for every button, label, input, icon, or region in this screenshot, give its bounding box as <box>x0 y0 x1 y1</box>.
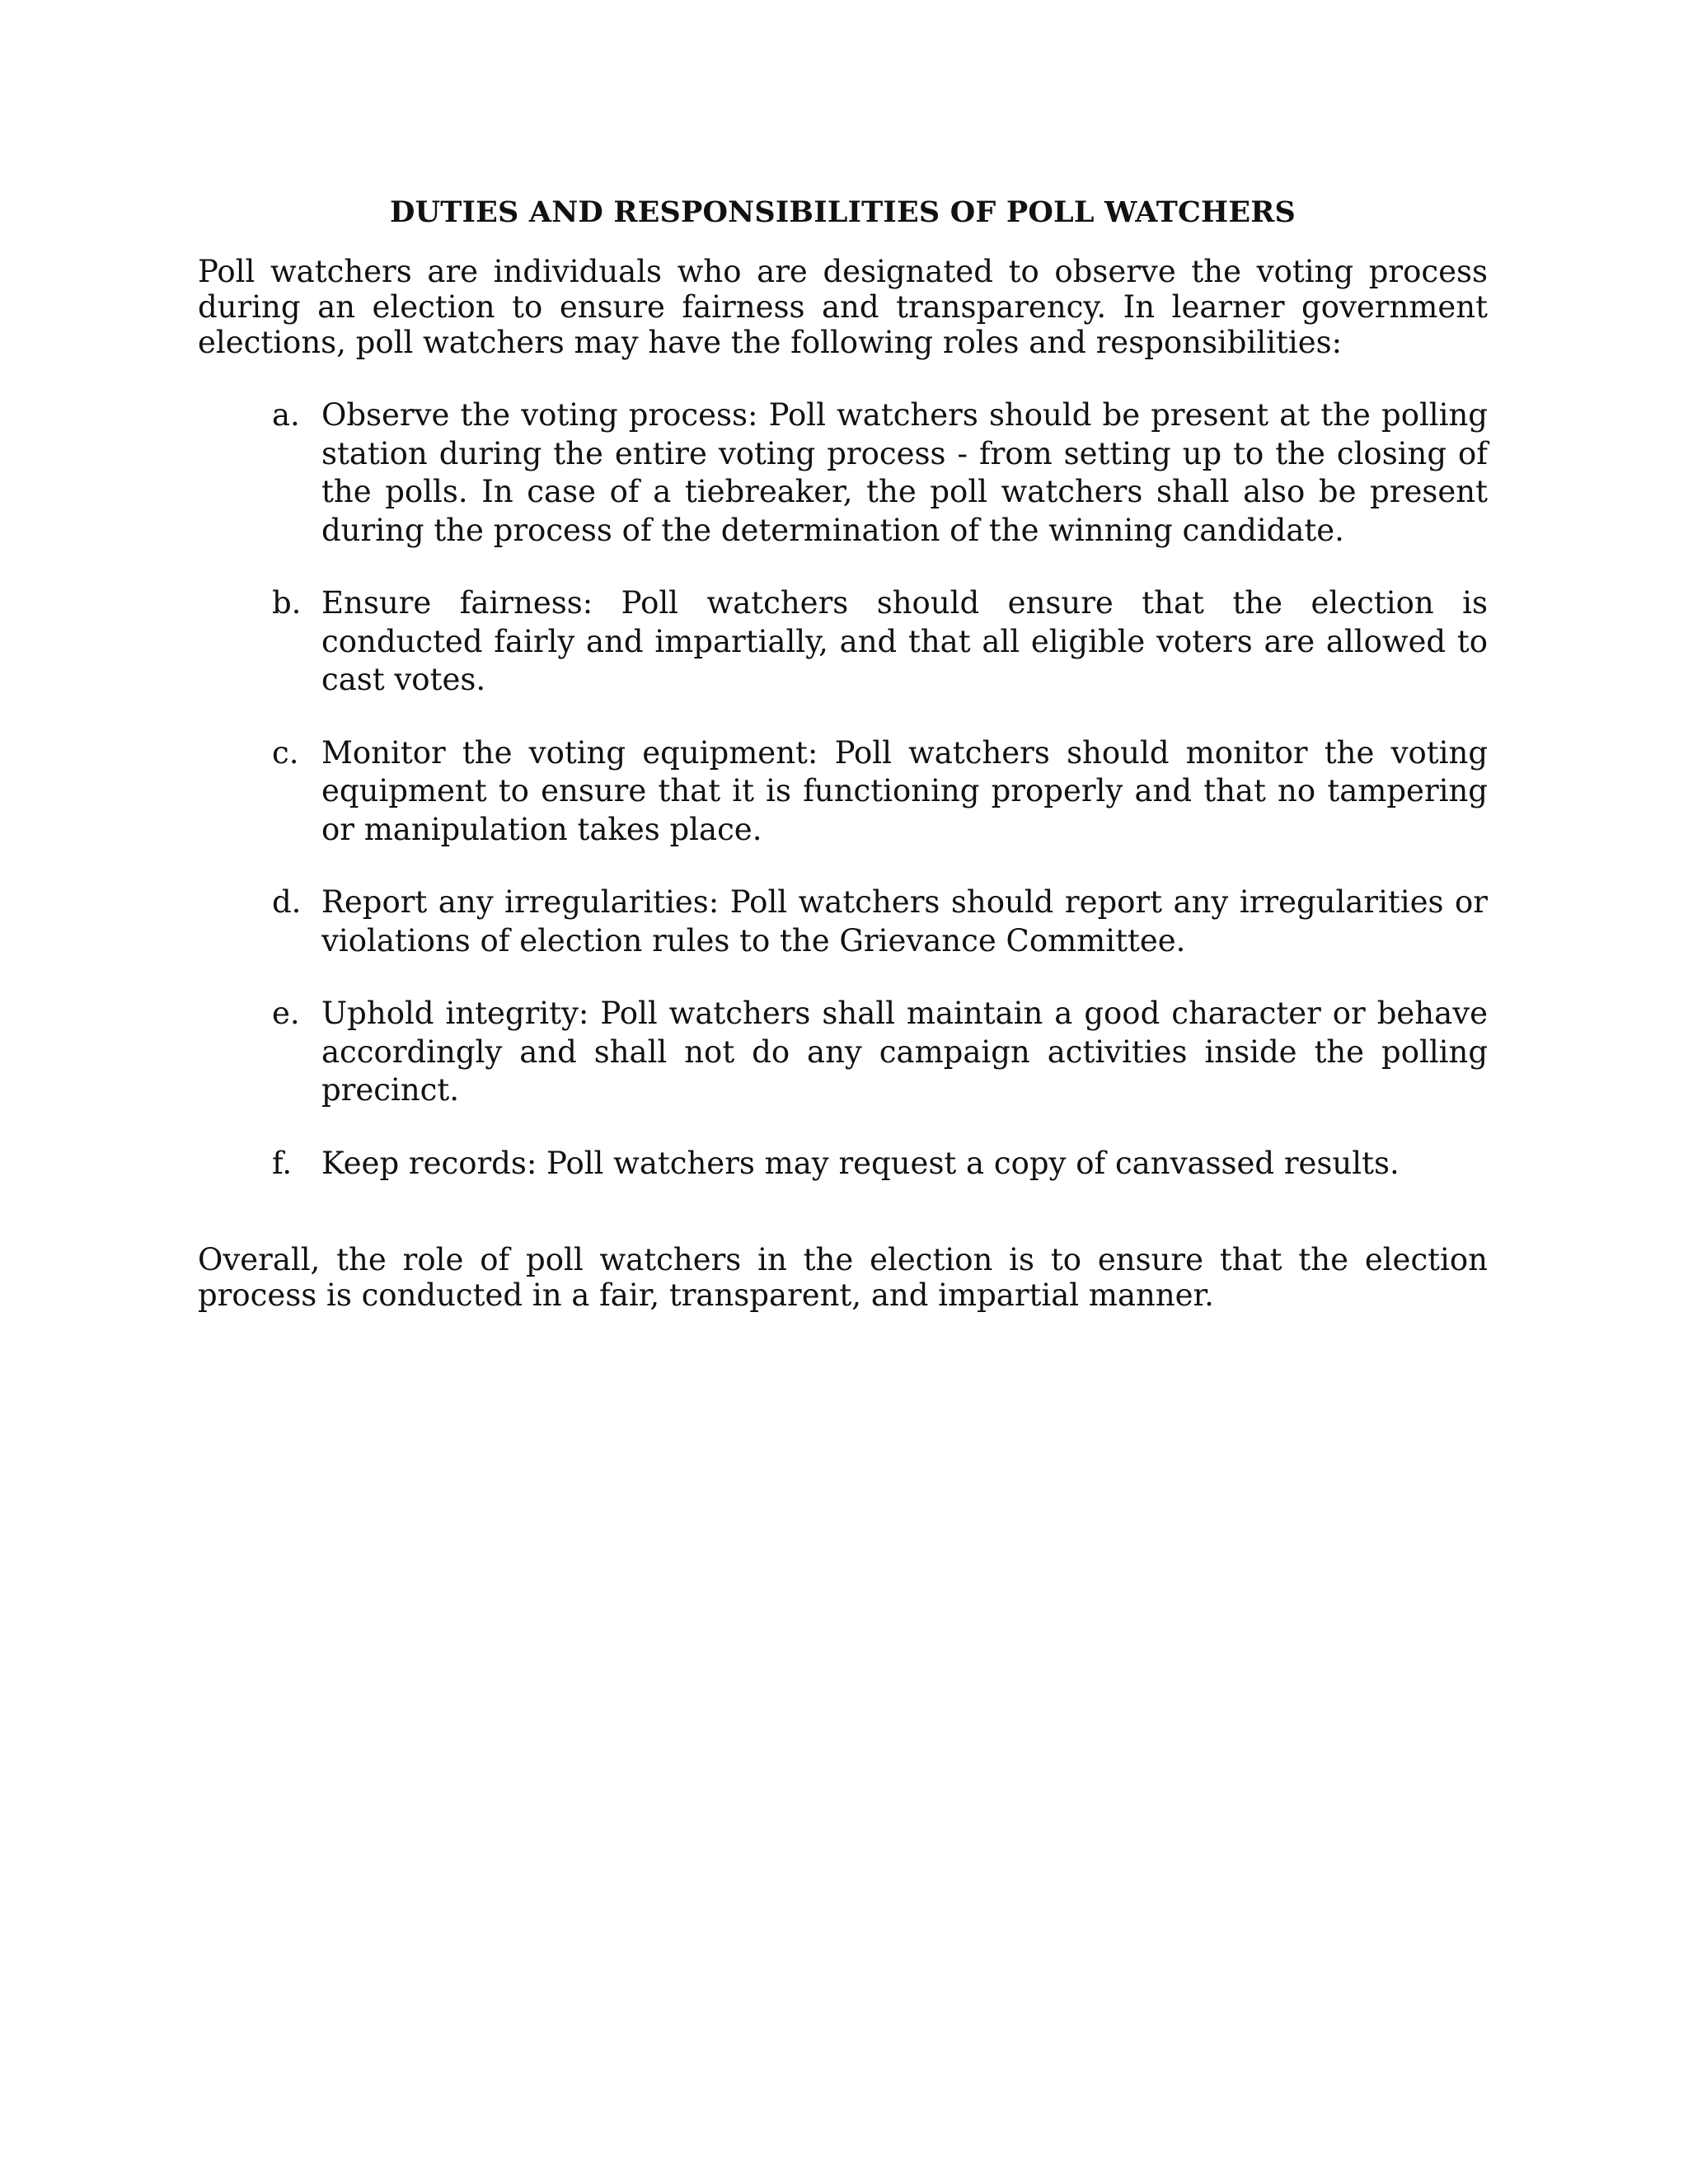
duty-marker: e. <box>272 996 300 1031</box>
duty-item-b <box>198 584 1488 700</box>
duty-item-f <box>198 1145 1488 1183</box>
duty-text: Observe the voting process: Poll watchers should be present at the polling station during the entire voting process - from setting up to the closing of the polls. In case of a tiebreaker, the poll watchers shall also be present during the process of the determination of the winning candidate. <box>321 397 1488 548</box>
closing-paragraph: Overall, the role of poll watchers in the election is to ensure that the election process is conducted in a fair, transparent, and impartial manner. <box>198 1242 1488 1313</box>
duty-item-a <box>198 396 1488 550</box>
duties-list <box>198 396 1488 1183</box>
duty-marker: f. <box>272 1145 293 1181</box>
document-page <box>198 190 1488 1313</box>
duty-text: Uphold integrity: Poll watchers shall maintain a good character or behave accordingly and shall not do any campaign activities inside the polling precinct. <box>321 996 1488 1108</box>
duty-item-d <box>198 883 1488 960</box>
duty-marker: b. <box>272 585 302 621</box>
duty-marker: a. <box>272 397 300 433</box>
duty-marker: d. <box>272 884 302 920</box>
duty-text: Ensure fairness: Poll watchers should ensure that the election is conducted fairly and impartially, and that all eligible voters are allowed to cast votes. <box>321 585 1488 697</box>
duty-item-e <box>198 995 1488 1110</box>
document-title: DUTIES AND RESPONSIBILITIES OF POLL WATCHERS <box>390 195 1296 229</box>
duty-marker: c. <box>272 734 299 771</box>
duty-text: Report any irregularities: Poll watchers should report any irregularities or violations of election rules to the Grievance Committee. <box>321 884 1488 958</box>
duty-text: Keep records: Poll watchers may request a copy of canvassed results. <box>321 1145 1400 1181</box>
duty-text: Monitor the voting equipment: Poll watchers should monitor the voting equipment to ensure that it is functioning properly and that no tampering or manipulation takes place. <box>321 734 1488 847</box>
intro-paragraph: Poll watchers are individuals who are designated to observe the voting process during an election to ensure fairness and transparency. In learner government elections, poll watchers may have the following roles and responsibilities: <box>198 254 1488 360</box>
duty-item-c <box>198 734 1488 850</box>
